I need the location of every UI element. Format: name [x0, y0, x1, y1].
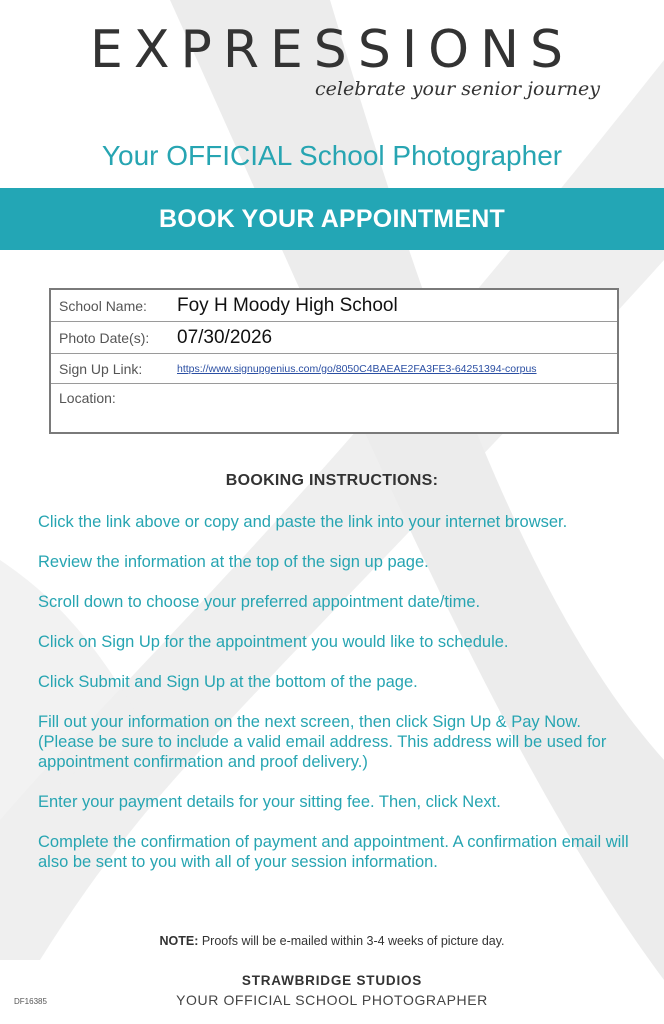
brand-logo: EXPRESSIONS [89, 20, 574, 80]
school-name-value: Foy H Moody High School [177, 294, 398, 316]
school-name-label: School Name: [59, 297, 147, 314]
step-item: Click Submit and Sign Up at the bottom of the page. [38, 673, 418, 691]
note-label: NOTE: [159, 934, 199, 948]
photo-date-label: Photo Date(s): [59, 329, 150, 346]
photo-date-row [51, 322, 617, 354]
location-label: Location: [59, 390, 116, 406]
school-info-table [49, 288, 619, 434]
studio-name: STRAWBRIDGE STUDIOS [241, 973, 423, 988]
step-item: Complete the confirmation of payment and appointment. A confirmation email will also be sent to you with all of your session information. [38, 833, 629, 871]
document-code: DF16385 [14, 997, 47, 1006]
step-item: Click on Sign Up for the appointment you would like to schedule. [38, 633, 509, 651]
location-row [51, 384, 617, 432]
booking-steps [38, 512, 638, 892]
step-item: Scroll down to choose your preferred appointment date/time. [38, 593, 481, 611]
step-item: Review the information at the top of the sign up page. [38, 553, 429, 571]
step-item: Fill out your information on the next screen, then click Sign Up & Pay Now. (Please be sure to include a valid email address. This address will be used for appointment confirmation and proof delivery.) [38, 713, 607, 771]
sign-up-link-label: Sign Up Link: [59, 360, 143, 377]
school-name-row [51, 290, 617, 322]
sign-up-link-row [51, 354, 617, 384]
brand-tagline: celebrate your senior journey [315, 78, 600, 100]
proof-note [0, 934, 664, 948]
photo-date-value: 07/30/2026 [177, 326, 273, 348]
studio-subtitle: YOUR OFFICIAL SCHOOL PHOTOGRAPHER [176, 992, 488, 1008]
sign-up-link[interactable]: https://www.signupgenius.com/go/8050C4BAEAE2FA3FE3-64251394-corpus [177, 362, 537, 375]
step-item: Click the link above or copy and paste the link into your internet browser. [38, 513, 568, 531]
step-item: Enter your payment details for your sitting fee. Then, click Next. [38, 793, 501, 811]
booking-instructions-title: BOOKING INSTRUCTIONS: [225, 472, 439, 489]
book-appointment-banner [0, 188, 664, 250]
banner-text: BOOK YOUR APPOINTMENT [159, 204, 505, 233]
note-text: Proofs will be e-mailed within 3-4 weeks of picture day. [201, 934, 505, 948]
page-headline: Your OFFICIAL School Photographer [101, 140, 563, 171]
